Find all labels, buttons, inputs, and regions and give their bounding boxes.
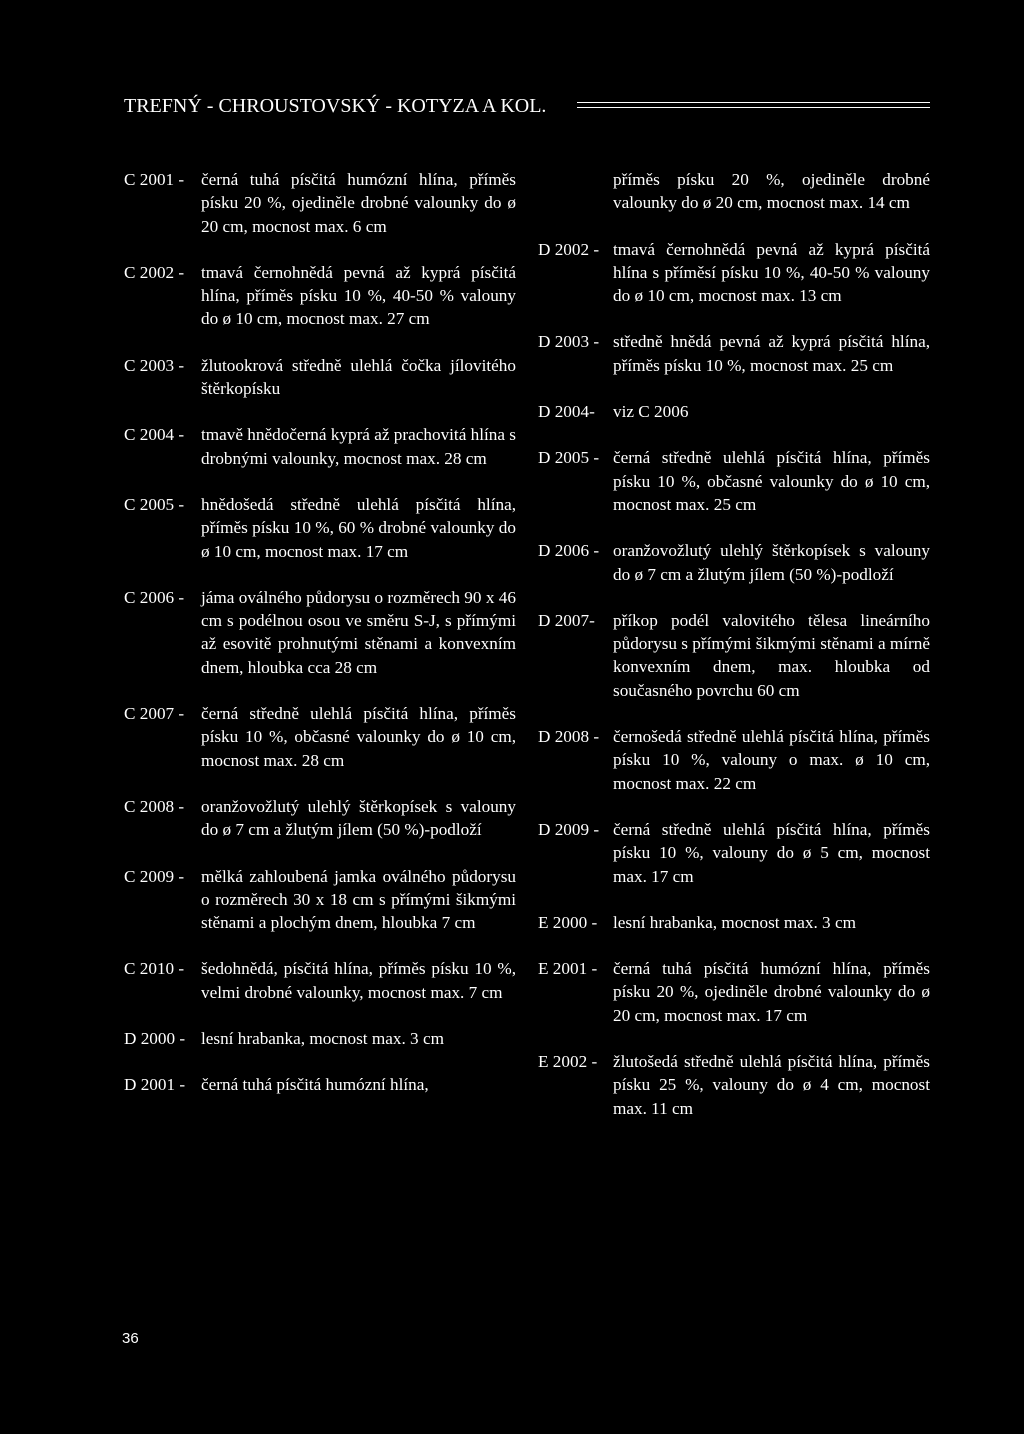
layer-description: příměs písku 20 %, ojediněle drobné valounky do ø 20 cm, mocnost max. 14 cm [613,170,930,213]
header-rule [577,102,930,109]
layer-entry [538,818,930,888]
layer-description: žlutookrová středně ulehlá čočka jílovitého štěrkopísku [201,355,516,399]
layer-description: černá tuhá písčitá humózní hlína, příměs písku 20 %, ojediněle drobné valounky do ø 20 cm, mocnost max. 17 cm [613,959,930,1025]
layer-description: žlutošedá středně ulehlá písčitá hlína, příměs písku 25 %, valouny do ø 4 cm, mocnost max. 11 cm [613,1052,930,1118]
layer-description: černá středně ulehlá písčitá hlína, příměs písku 10 %, občasné valounky do ø 10 cm, mocnost max. 25 cm [613,448,930,514]
layer-description: lesní hrabanka, mocnost max. 3 cm [201,1029,444,1049]
layer-entry [538,446,930,516]
layer-entry [124,423,516,470]
layer-code: D 2009 - [538,819,600,839]
layer-description: tmavě hnědočerná kyprá až prachovitá hlína s drobnými valounky, mocnost max. 28 cm [201,425,516,468]
layer-description: černá tuhá písčitá humózní hlína, příměs písku 20 %, ojediněle drobné valounky do ø 20 cm, mocnost max. 6 cm [201,170,516,236]
layer-description: černošedá středně ulehlá písčitá hlína, příměs písku 10 %, valouny o max. ø 10 cm, mocnost max. 22 cm [613,727,930,793]
layer-code: D 2008 - [538,727,600,747]
header-rule-line [577,107,930,108]
layer-entry-continuation [538,168,930,215]
layer-code: D 2005 - [538,448,600,468]
layer-entry [538,400,930,423]
layer-entry [124,586,516,679]
layer-code: C 2010 - [124,959,185,979]
layer-entry [124,261,516,331]
page-header [124,94,930,120]
layer-entry [124,865,516,935]
layer-entry [124,795,516,842]
layer-code: E 2002 - [538,1052,598,1072]
layer-description: tmavá černohnědá pevná až kyprá písčitá hlína s příměsí písku 10 %, 40-50 % valouny do ø 10 cm, mocnost max. 13 cm [613,239,930,306]
layer-code: C 2005 - [124,494,185,514]
layer-entry [538,539,930,586]
layer-description: středně hnědá pevná až kyprá písčitá hlína, příměs písku 10 %, mocnost max. 25 cm [613,332,930,375]
header-rule-line [577,102,930,103]
layer-code: C 2009 - [124,866,185,886]
layer-entry [538,911,930,934]
layer-entry [538,609,930,702]
layer-code: C 2001 - [124,170,185,189]
layer-code: C 2007 - [124,704,185,724]
layer-description: hnědošedá středně ulehlá písčitá hlína, příměs písku 10 %, 60 % drobné valounky do ø 10 cm, mocnost max. 17 cm [201,494,516,561]
layer-code: D 2006 - [538,541,600,561]
layer-code: D 2002 - [538,239,600,259]
layer-code: D 2003 - [538,332,600,352]
layer-description: oranžovožlutý ulehlý štěrkopísek s valouny do ø 7 cm a žlutým jílem (50 %)-podloží [201,796,516,840]
layer-entry [124,1073,516,1096]
layer-entry [124,493,516,563]
layer-description: příkop podél valovitého tělesa lineárního půdorysu s přímými šikmými stěnami a mírně konvexním dnem, max. hloubka od současného povrchu 60 cm [613,610,930,700]
layer-entry [538,238,930,308]
layer-code: C 2004 - [124,425,185,445]
running-title: TREFNÝ - CHROUSTOVSKÝ - KOTYZA A KOL. [124,95,547,117]
layer-code: C 2002 - [124,262,185,282]
layer-entry [124,1027,516,1050]
layer-entry [124,168,516,238]
layer-description: černá tuhá písčitá humózní hlína, [201,1075,429,1095]
layer-code: E 2001 - [538,959,598,979]
layer-description: viz C 2006 [613,402,689,422]
layer-description: černá středně ulehlá písčitá hlína, příměs písku 10 %, valouny do ø 5 cm, mocnost max. 17 cm [613,819,930,886]
layer-entry [538,330,930,377]
layer-entry [538,1050,930,1120]
layer-code: E 2000 - [538,912,598,932]
layer-entry [124,702,516,772]
layer-code: D 2000 - [124,1029,186,1049]
layer-description: mělká zahloubená jamka oválného půdorysu o rozměrech 30 x 18 cm s přímými šikmými stěnami a plochým dnem, hloubka 7 cm [201,866,516,933]
layer-description: tmavá černohnědá pevná až kyprá písčitá hlína, příměs písku 10 %, 40-50 % valouny do ø 10 cm, mocnost max. 27 cm [201,262,516,329]
left-column [124,168,516,1120]
layer-description: oranžovožlutý ulehlý štěrkopísek s valouny do ø 7 cm a žlutým jílem (50 %)-podloží [613,541,930,584]
layer-code: C 2003 - [124,355,185,375]
layer-description: černá středně ulehlá písčitá hlína, příměs písku 10 %, občasné valounky do ø 10 cm, mocnost max. 28 cm [201,704,516,770]
layer-entry [538,957,930,1027]
layer-description: lesní hrabanka, mocnost max. 3 cm [613,912,856,932]
layer-code: D 2007- [538,610,595,630]
layer-description: šedohnědá, písčitá hlína, příměs písku 10 %, velmi drobné valounky, mocnost max. 7 cm [201,959,516,1002]
page-number: 36 [122,1330,139,1347]
layer-entry [538,725,930,795]
layer-code: C 2008 - [124,796,185,816]
layer-entry [124,354,516,401]
layer-entry [124,957,516,1004]
layer-description: jáma oválného půdorysu o rozměrech 90 x 46 cm s podélnou osou ve směru S-J, s přímými až esovitě prohnutými stěnami a konvexním dnem, hloubka cca 28 cm [201,587,516,677]
right-column [538,168,930,1143]
layer-code: D 2001 - [124,1075,186,1095]
layer-code: C 2006 - [124,587,185,607]
layer-code: D 2004- [538,402,595,422]
